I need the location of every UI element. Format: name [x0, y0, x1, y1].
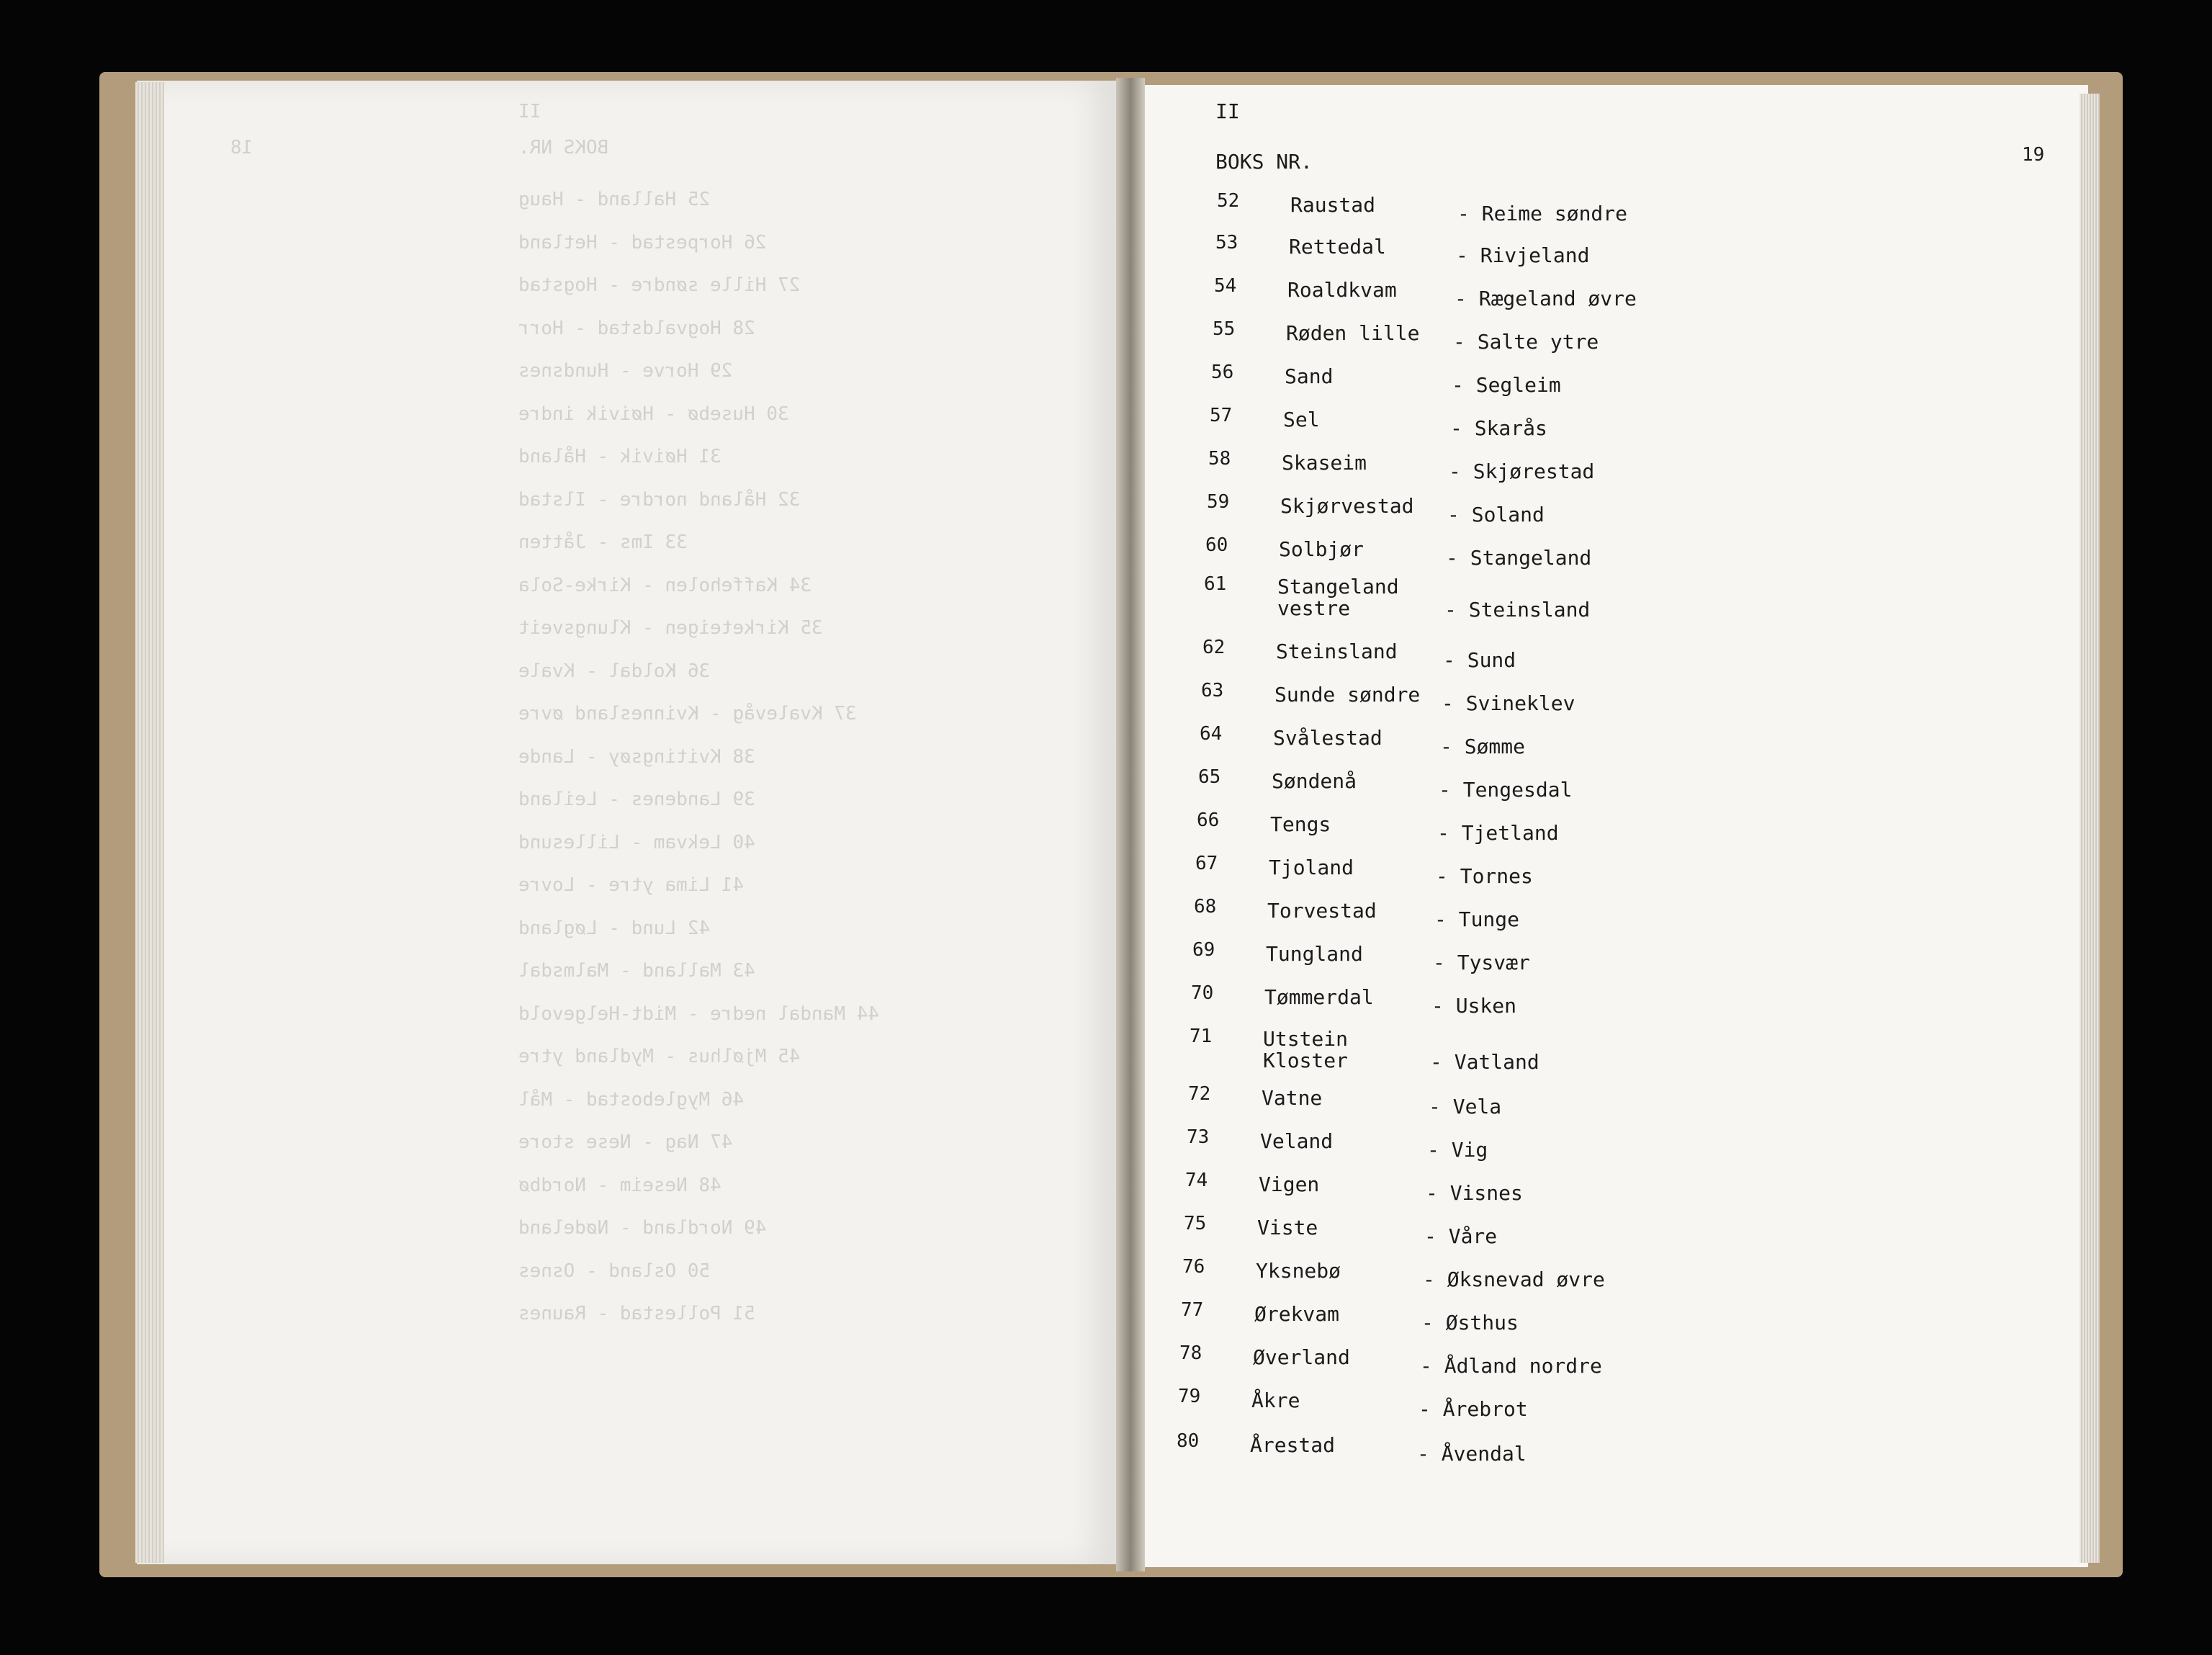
box-number: 68: [1194, 896, 1217, 918]
range-end: - Soland: [1447, 503, 1545, 526]
bleed-through-line: 42 Lund - Løgland: [518, 917, 711, 939]
bleed-through-line: 31 Høivik - Håland: [518, 446, 721, 467]
box-number: 58: [1208, 448, 1231, 470]
boks-nr-heading: BOKS NR.: [1215, 150, 1313, 174]
range-start: Vatne: [1262, 1086, 1323, 1110]
range-start: Torvestad: [1267, 899, 1377, 923]
range-end: - Visnes: [1426, 1181, 1523, 1205]
range-start: Rettedal: [1289, 235, 1386, 259]
bleed-through-line: 39 Landenes - Leiland: [518, 789, 755, 810]
bleed-through-line: 18: [230, 137, 253, 158]
range-start: Søndenå: [1272, 769, 1357, 793]
box-number: 64: [1200, 723, 1223, 745]
range-start: Svålestad: [1273, 726, 1382, 750]
bleed-through-line: 28 Hogvaldstad - Horr: [518, 317, 755, 339]
range-start: Tengs: [1270, 812, 1331, 836]
range-start: Øverland: [1253, 1345, 1350, 1369]
bleed-through-line: 37 Kvalevåg - Kvinnesland øvre: [518, 703, 857, 725]
range-start: Sunde søndre: [1274, 683, 1421, 707]
bleed-through-line: 50 Osland - Osnes: [518, 1260, 711, 1282]
bleed-through-line: 40 Lekvam - Lillesund: [518, 831, 755, 853]
bleed-through-line: 48 Neseim - Nordbø: [518, 1174, 721, 1196]
bleed-through-line: 46 Myglebostad - Mål: [518, 1088, 745, 1111]
bleed-through-line: 29 Horve - Hundsnes: [518, 360, 733, 382]
section-heading: II: [1215, 99, 1240, 123]
box-number: 69: [1192, 939, 1215, 961]
range-start: Raustad: [1290, 193, 1376, 217]
range-start: Roaldkvam: [1287, 278, 1397, 302]
box-number: 61: [1204, 573, 1227, 595]
box-number: 56: [1211, 362, 1234, 383]
range-end: - Sømme: [1440, 735, 1526, 758]
box-number: 65: [1198, 766, 1221, 788]
range-end: - Tysvær: [1433, 951, 1530, 974]
range-end: - Tunge: [1434, 907, 1520, 931]
range-end: - Vig: [1427, 1138, 1488, 1162]
range-end: - Tengesdal: [1439, 778, 1573, 802]
box-number: 75: [1184, 1213, 1207, 1234]
bleed-through-line: 34 Kaffeholen - Kirke-Sola: [518, 574, 811, 596]
box-number: 66: [1197, 809, 1220, 831]
left-page-edges: [135, 82, 164, 1563]
bleed-through-line: 51 Pollestad - Raunes: [518, 1303, 755, 1324]
box-number: 53: [1215, 232, 1238, 254]
box-number: 52: [1217, 190, 1240, 212]
bleed-through-line: BOKS NR.: [518, 137, 609, 158]
range-start: Skaseim: [1282, 451, 1367, 475]
range-start: Sand: [1285, 364, 1334, 388]
range-end: - Skarås: [1450, 416, 1547, 440]
range-start: Veland: [1260, 1129, 1334, 1153]
range-start: Tjoland: [1269, 856, 1354, 879]
box-number: 70: [1191, 982, 1214, 1004]
range-start: Røden lille: [1286, 321, 1420, 345]
range-start: Tungland: [1266, 942, 1363, 966]
range-end: - Vela: [1429, 1095, 1502, 1118]
box-number: 55: [1213, 318, 1236, 340]
range-start: Åkre: [1251, 1389, 1300, 1412]
bleed-through-line: 44 Mandal nedre - Midt-Helgevold: [518, 1003, 879, 1025]
range-end: - Åvendal: [1417, 1442, 1527, 1466]
box-number: 62: [1202, 637, 1226, 658]
bleed-through-line: 32 Håland nordre - Ilstad: [518, 488, 801, 511]
right-page-edges: [2080, 94, 2100, 1563]
range-end: - Ådland nordre: [1420, 1354, 1602, 1378]
bleed-through-line: 38 Kvitingsøy - Lande: [518, 745, 755, 768]
range-start: Sel: [1283, 408, 1320, 431]
range-start: Tømmerdal: [1264, 985, 1374, 1009]
range-end: - Tjetland: [1437, 821, 1559, 845]
bleed-through-line: 27 Hille søndre - Hogstad: [518, 274, 801, 296]
box-number: 63: [1201, 680, 1224, 701]
box-number: 78: [1179, 1342, 1202, 1364]
box-number: 80: [1177, 1430, 1200, 1452]
range-start: Solbjør: [1279, 537, 1364, 561]
page-number: 19: [2022, 144, 2045, 166]
range-end: - Segleim: [1452, 373, 1561, 397]
bleed-through-line: 36 Koldal - Kvale: [518, 660, 711, 682]
range-end: - Våre: [1424, 1224, 1498, 1248]
bleed-through-line: 25 Halland - Haug: [518, 189, 711, 210]
range-end: - Reime søndre: [1457, 202, 1628, 225]
range-end: - Stangeland: [1446, 546, 1592, 570]
range-end: - Østhus: [1421, 1311, 1519, 1335]
range-end: - Rivjeland: [1456, 243, 1590, 267]
range-start: Ørekvam: [1254, 1302, 1340, 1326]
bleed-through-line: 30 Husebø - Høivik indre: [518, 403, 789, 425]
range-end: - Vatland: [1430, 1050, 1539, 1074]
range-start: Utstein Kloster: [1263, 1027, 1349, 1072]
range-start: Yksnebø: [1256, 1259, 1341, 1283]
range-end: - Tornes: [1436, 864, 1533, 888]
range-start: Skjørvestad: [1280, 494, 1414, 518]
range-end: - Sund: [1443, 648, 1516, 672]
bleed-through-line: 49 Nordland - Nødeland: [518, 1217, 767, 1239]
box-number: 73: [1187, 1126, 1210, 1148]
box-number: 60: [1205, 534, 1228, 556]
range-start: Vigen: [1259, 1172, 1320, 1196]
bleed-through-line: 26 Horpestad - Hetland: [518, 231, 767, 254]
range-start: Årestad: [1250, 1433, 1336, 1457]
box-number: 54: [1214, 275, 1237, 297]
range-start: Steinsland: [1276, 640, 1398, 663]
bleed-through-line: 35 Kirketeigen - Klungsveit: [518, 617, 823, 639]
range-start: Viste: [1257, 1216, 1318, 1239]
range-end: - Rægeland øvre: [1455, 287, 1637, 310]
range-end: - Skjørestad: [1449, 459, 1595, 483]
range-start: Stangeland vestre: [1277, 575, 1399, 620]
box-number: 67: [1195, 853, 1218, 874]
bleed-through-line: II: [518, 101, 541, 122]
range-end: - Usken: [1431, 994, 1517, 1018]
box-number: 77: [1181, 1299, 1204, 1321]
left-page: [137, 81, 1116, 1564]
box-number: 76: [1182, 1256, 1205, 1278]
range-end: - Steinsland: [1444, 598, 1591, 622]
bleed-through-line: 45 Mjølhus - Mydland ytre: [518, 1046, 801, 1067]
box-number: 71: [1190, 1026, 1213, 1047]
range-end: - Årebrot: [1419, 1397, 1528, 1421]
box-number: 57: [1210, 405, 1233, 426]
box-number: 79: [1178, 1386, 1201, 1407]
box-number: 74: [1185, 1170, 1208, 1191]
bleed-through-line: 47 Nag - Nese store: [518, 1131, 733, 1153]
bleed-through-line: 41 Lima ytre - Lovre: [518, 874, 745, 896]
box-number: 72: [1188, 1083, 1211, 1105]
range-end: - Øksnevad øvre: [1423, 1268, 1605, 1291]
range-end: - Svineklev: [1442, 691, 1575, 715]
box-number: 59: [1207, 491, 1230, 513]
bleed-through-line: 33 Ims - Jåtten: [518, 532, 688, 553]
range-end: - Salte ytre: [1453, 330, 1599, 354]
bleed-through-line: 43 Malland - Malmsdal: [518, 960, 755, 982]
book-spine: [1116, 78, 1145, 1571]
